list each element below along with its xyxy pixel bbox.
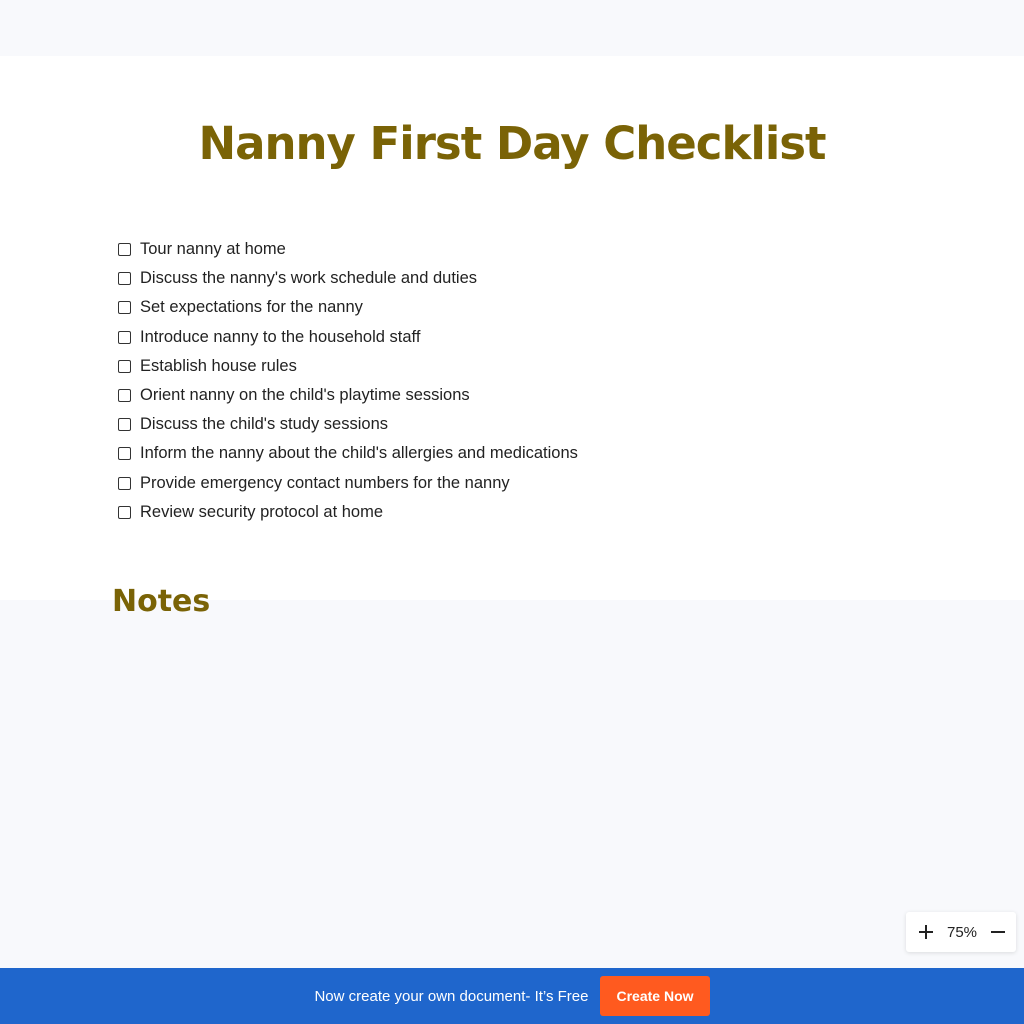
plus-icon [918, 924, 934, 940]
checklist-item[interactable] [118, 235, 578, 264]
document-title: Nanny First Day Checklist [198, 117, 826, 170]
checklist-item[interactable] [118, 323, 578, 352]
checklist-item[interactable] [118, 439, 578, 468]
checklist-item[interactable] [118, 293, 578, 322]
zoom-control [906, 912, 1016, 952]
checklist-item-label: Inform the nanny about the child's allergies and medications [140, 444, 578, 463]
checklist-item-label: Introduce nanny to the household staff [140, 327, 421, 346]
document-page [0, 56, 1024, 619]
checkbox[interactable] [118, 418, 131, 431]
checklist-item[interactable] [118, 264, 578, 293]
checkbox[interactable] [118, 506, 131, 519]
checklist-item[interactable] [118, 498, 578, 527]
create-now-button[interactable]: Create Now [600, 976, 709, 1016]
checkbox[interactable] [118, 447, 131, 460]
zoom-in-button[interactable] [916, 922, 936, 942]
checklist-item[interactable] [118, 352, 578, 381]
checklist [118, 235, 578, 527]
checkbox[interactable] [118, 331, 131, 344]
checklist-item-label: Establish house rules [140, 356, 297, 375]
checklist-item-label: Discuss the child's study sessions [140, 415, 388, 434]
banner-text: Now create your own document- It’s Free [314, 987, 589, 1005]
minus-icon [990, 924, 1006, 940]
checkbox[interactable] [118, 272, 131, 285]
checklist-item-label: Set expectations for the nanny [140, 298, 363, 317]
checkbox[interactable] [118, 301, 131, 314]
checklist-item-label: Tour nanny at home [140, 240, 286, 259]
checklist-item-label: Orient nanny on the child's playtime sessions [140, 386, 470, 405]
checkbox[interactable] [118, 360, 131, 373]
checklist-item-label: Provide emergency contact numbers for the nanny [140, 473, 510, 492]
checklist-item-label: Review security protocol at home [140, 502, 384, 521]
zoom-level: 75% [946, 923, 978, 941]
checklist-item[interactable] [118, 381, 578, 410]
notes-heading: Notes [112, 584, 211, 619]
checkbox[interactable] [118, 477, 131, 490]
checklist-item[interactable] [118, 410, 578, 439]
checkbox[interactable] [118, 389, 131, 402]
bottom-banner [0, 968, 1024, 1024]
checklist-item[interactable] [118, 469, 578, 498]
zoom-out-button[interactable] [988, 922, 1008, 942]
checkbox[interactable] [118, 243, 131, 256]
checklist-item-label: Discuss the nanny's work schedule and duties [140, 269, 478, 288]
